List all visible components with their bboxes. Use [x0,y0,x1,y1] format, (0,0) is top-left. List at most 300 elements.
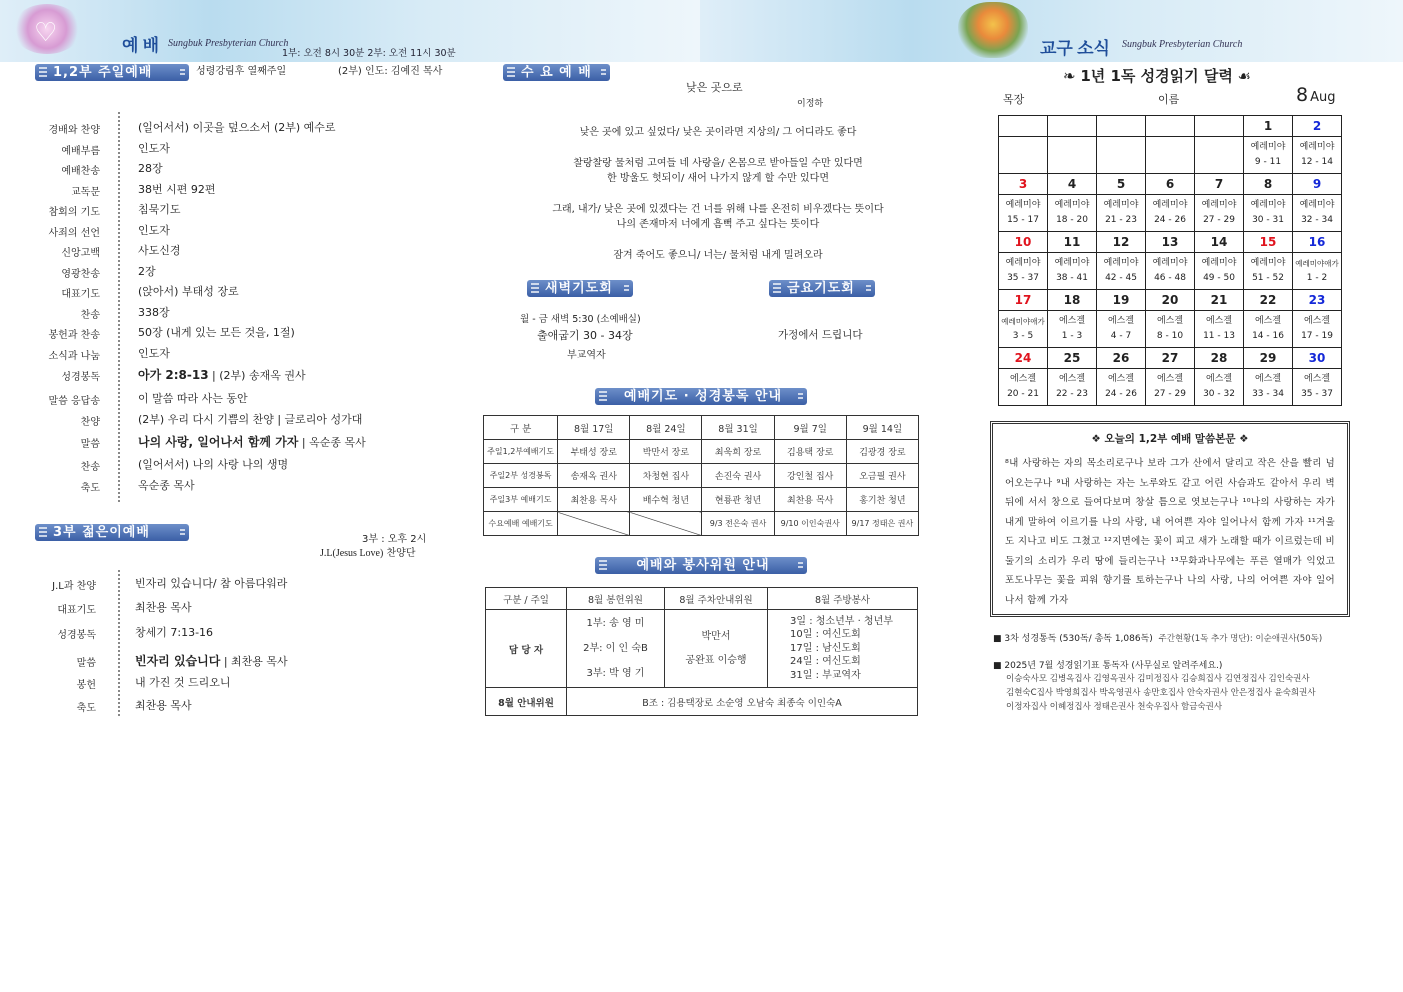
calendar-reading [999,369,1048,406]
reading-book: 에스겔 [1058,374,1086,384]
reading-chapters: 51 - 52 [1252,273,1284,283]
reading-book: 예레미야 [1250,200,1286,210]
name-label: 이름 [1158,93,1180,106]
offering-3: 3부: 박 영 기 [586,668,645,679]
calendar-day: 10 [999,232,1048,253]
dawn-leader: 부교역자 [567,350,606,361]
reading-book: 에스겔 [1156,316,1184,326]
reading-book: 예레미야 [1005,200,1041,210]
reading-chapters: 30 - 32 [1203,389,1235,399]
names-line: 김현숙C집사 박영희집사 박옥영권사 송만호집사 안숙자권사 안은정집사 윤숙희권사 [1006,688,1316,698]
reading-chapters: 21 - 23 [1105,215,1137,225]
youth-value [135,599,192,615]
calendar-reading [1195,311,1244,348]
calendar-reading [999,195,1048,232]
order-value [138,324,295,340]
names-line: 이정자집사 이혜정집사 정태은권사 천숙우집사 함금숙권사 [1006,702,1223,712]
poem-line: 찰랑찰랑 물처럼 고여들 네 사랑을/ 온몸으로 받아들일 수만 있다면 [573,158,863,169]
flower-basket-icon [958,2,1028,58]
order-value [138,283,239,299]
reading-book: 예레미야 [1054,258,1090,268]
order-label: 소식과 나눔 [48,351,100,362]
calendar-day [1048,116,1097,137]
prayer-cell: 9/3 전은숙 권사 [702,512,774,536]
heart-icon: ♡ [12,4,82,54]
order-value [138,304,170,320]
calendar-reading [1146,253,1195,290]
reading-book: 예레미야 [1152,258,1188,268]
order-value-text: (일어서서) 이곳을 덮으소서 (2부) 예수로 [138,121,336,134]
youth-label: 말씀 [76,658,96,669]
calendar-day: 8 [1244,174,1293,195]
calendar-reading [1244,253,1293,290]
order-value-text: (2부) 우리 다시 기쁨의 찬양 | 글로리아 성가대 [138,413,363,426]
order-label: 성경봉독 [61,372,100,383]
order-label: 말씀 [80,439,100,450]
order-value [138,390,248,406]
reading-book: 예레미야 [1103,258,1139,268]
calendar-reading [1048,137,1097,174]
volunteer-header: 구분 / 주일 [486,588,567,610]
order-label: 경배와 찬양 [48,125,100,136]
reading-book: 예레미야 [1054,200,1090,210]
calendar-day: 22 [1244,290,1293,311]
calendar-day: 13 [1146,232,1195,253]
calendar-reading [1244,369,1293,406]
reading-book: 에스겔 [1303,374,1331,384]
calendar-day: 28 [1195,348,1244,369]
calendar-day: 21 [1195,290,1244,311]
youth-value [135,624,213,640]
order-value-text: 인도자 [138,347,170,360]
order-value [138,263,156,279]
prayer-cell: 배수혁 청년 [630,488,702,512]
guide-value: B조 : 김용택장로 소순영 오남숙 최종숙 이인숙A [567,688,918,716]
youth-value-text: 창세기 7:13-16 [135,626,214,639]
calendar-day [1195,116,1244,137]
note-1: ■ 3차 성경통독 (530독/ 총독 1,086독) 주간현황(1독 추가 명단): 이순애권사(50독) [993,634,1323,644]
volunteer-header: 8월 주차안내위원 [665,588,768,610]
reading-chapters: 35 - 37 [1301,389,1333,399]
calendar-title: 1년 1독 성경읽기 달력 [1080,67,1233,85]
reading-book: 에스겔 [1107,374,1135,384]
bible-text-body: ⁸내 사랑하는 자의 목소리로구나 보라 그가 산에서 달리고 작은 산을 빨리 넘어오는구나 ⁹내 사랑하는 자는 노루와도 같고 어린 사슴과도 같아서 우리 벽 뒤에 서서 창으로 들여다보며 창살 틈으로 엿보는구나 ¹⁰나의 사랑하는 자가 내게 말하여 이르기를 나의 사랑, 내 어여쁜 자야 일어나서 함께 가자 ¹¹겨울도 지나고 비도 그쳤고 ¹²지면에는 꽃이 피고 새가 노래할 때가 이르렀는데 비둘기의 소리가 우리 땅에 들리는구나 ¹³무화과나무에는 푸른 열매가 익었고 포도나무는 꽃을 피워 향기를 토하는구나 나의 사랑, 나의 어여쁜 자야 일어나서 함께 가자 [1005,458,1335,606]
right-banner-title: 교구 소식 [1040,39,1110,58]
reading-chapters: 49 - 50 [1203,273,1235,283]
reading-book: 예레미야 [1299,200,1335,210]
order-value-text: 침묵기도 [138,203,181,216]
reading-book: 예레미야 [1201,200,1237,210]
prayer-cell: 박만서 장로 [630,440,702,464]
month-label [1296,84,1335,106]
reading-chapters: 1 - 3 [1061,331,1083,341]
calendar-day: 27 [1146,348,1195,369]
reading-chapters: 18 - 20 [1056,215,1088,225]
youth-label: J.L과 찬양 [52,581,96,592]
calendar-day: 18 [1048,290,1097,311]
reading-chapters: 42 - 45 [1105,273,1137,283]
dotted-divider [118,112,120,502]
order-value [138,160,163,176]
reading-book: 예레미야 [1201,258,1237,268]
note-2-text: 2025년 7월 성경읽기표 통독자 (사무실로 알려주세요.) [1004,661,1223,671]
service-times: 1부: 오전 8시 30분 2부: 오전 11시 30분 [282,48,456,59]
reading-book: 에스겔 [1107,316,1135,326]
order-label: 참회의 기도 [48,207,100,218]
order-value [138,222,170,238]
reading-book: 에스겔 [1156,374,1184,384]
prayer-cell: 최욱희 장로 [702,440,774,464]
calendar-day: 15 [1244,232,1293,253]
order-value [138,433,366,450]
prayer-header: 8월 17일 [558,416,630,440]
calendar-reading [1146,369,1195,406]
order-label: 봉헌과 찬송 [48,330,100,341]
calendar-reading [1048,369,1097,406]
poem-line: 잠겨 죽어도 좋으니/ 너는/ 물처럼 내게 밀려오라 [613,250,823,261]
worship12-heading: 1,2부 주일예배 [35,64,189,81]
reading-chapters: 24 - 26 [1154,215,1186,225]
calendar-day: 25 [1048,348,1097,369]
order-value-text: 인도자 [138,142,170,155]
reading-chapters: 15 - 17 [1007,215,1039,225]
prayer-row [484,464,919,488]
order-label: 찬송 [80,462,100,473]
kitchen-1: 3일 : 청소년부 · 청년부 [790,615,893,627]
kitchen-2: 10일 : 여신도회 [790,629,861,641]
youth-value-text: 내 가진 것 드리오니 [135,676,231,689]
dotted-divider [118,570,120,716]
order-value-bold: 아가 2:8-13 [138,368,209,382]
order-value-text: | (2부) 송재옥 권사 [212,369,306,382]
names-line: 이승숙사모 김병옥집사 김영옥권사 김미정집사 김승희집사 김연정집사 김인숙권사 [1006,674,1310,684]
poem-title: 낮은 곳으로 [686,81,743,94]
offering-cell [567,610,665,688]
volunteer-header: 8월 주방봉사 [768,588,918,610]
calendar-reading [1146,195,1195,232]
dawn-schedule: 월 - 금 새벽 5:30 (소예배실) [520,314,641,325]
calendar-reading [1195,369,1244,406]
youth-value-text: 최찬용 목사 [135,699,192,712]
order-value-text: (일어서서) 나의 사랑 나의 생명 [138,458,289,471]
youth-label: 축도 [76,703,96,714]
calendar-reading [1293,369,1342,406]
order-value-text: (앉아서) 부태성 장로 [138,285,239,298]
calendar-reading [999,311,1048,348]
calendar-title-wrap [1063,65,1251,86]
prayer-cell: 손진숙 권사 [702,464,774,488]
reading-book: 예레미야 [1103,200,1139,210]
right-banner [700,0,1403,62]
reading-chapters: 46 - 48 [1154,273,1186,283]
poem-line: 그래, 내가/ 낮은 곳에 있겠다는 건 너를 위해 나를 온전히 비우겠다는 뜻이다 [552,204,884,215]
calendar-reading [1244,311,1293,348]
reading-chapters: 27 - 29 [1154,389,1186,399]
order-value [138,181,216,197]
order-label: 대표기도 [61,289,100,300]
order-value-bold: 나의 사랑, 일어나서 함께 가자 [138,435,299,449]
calendar-reading [999,137,1048,174]
youth-value-text: 빈자리 있습니다/ 참 아름다워라 [135,577,288,590]
kitchen-4: 24일 : 여신도회 [790,656,861,668]
calendar-day: 4 [1048,174,1097,195]
calendar-day: 30 [1293,348,1342,369]
calendar-reading [1097,253,1146,290]
youth-value-text: | 최찬용 목사 [223,655,288,668]
order-label: 신앙고백 [61,248,100,259]
order-label: 축도 [80,483,100,494]
offering-2: 2부: 이 인 숙B [583,643,648,654]
calendar-reading [1293,311,1342,348]
order-label: 찬송 [80,310,100,321]
left-banner [0,0,700,62]
prayer-table [483,415,919,536]
bible-text-title: ❖ 오늘의 1,2부 예배 말씀본문 ❖ [1091,433,1249,445]
reading-chapters: 35 - 37 [1007,273,1039,283]
calendar-reading [1195,253,1244,290]
calendar-day: 17 [999,290,1048,311]
calendar-reading [1048,253,1097,290]
reading-book: 에스겔 [1009,374,1037,384]
youth-value-bold: 빈자리 있습니다 [135,654,221,668]
dawn-text: 출애굽기 30 - 34장 [537,329,633,342]
kitchen-5: 31일 : 부교역자 [790,669,861,681]
calendar-reading [1097,369,1146,406]
prayer-cell: 최찬용 목사 [774,488,846,512]
prayer-cell: 부태성 장로 [558,440,630,464]
youth-value-text: 최찬용 목사 [135,601,192,614]
order-value [138,345,170,361]
reading-book: 예레미야애가 [1295,259,1339,268]
reading-book: 에스겔 [1254,374,1282,384]
calendar-day: 7 [1195,174,1244,195]
calendar-reading [1244,195,1293,232]
parking-cell [665,610,768,688]
offering-1: 1부: 송 영 미 [586,618,645,629]
order-label: 영광찬송 [61,269,100,280]
order-value [138,366,306,383]
calendar-day: 1 [1244,116,1293,137]
guide-label: 8월 안내위원 [486,688,567,716]
order-value-text: 338장 [138,306,170,319]
order-label: 예배부름 [61,146,100,157]
calendar-reading [999,253,1048,290]
calendar-day: 16 [1293,232,1342,253]
youth-value [135,697,192,713]
reading-chapters: 1 - 2 [1306,273,1328,283]
order-label: 말씀 응답송 [48,396,100,407]
prayer-cell: 오금필 권사 [846,464,918,488]
poem-author: 이정하 [797,99,824,109]
reading-chapters: 32 - 34 [1301,215,1333,225]
volunteer-header: 8월 봉헌위원 [567,588,665,610]
note-1-sub: 주간현황(1독 추가 명단): 이순애권사(50독) [1158,634,1323,644]
order-label: 사죄의 선언 [48,228,100,239]
youth-label: 성경봉독 [57,630,96,641]
prayer-cell: 9/17 정태은 권사 [846,512,918,536]
reading-book: 에스겔 [1205,374,1233,384]
youth-label: 봉헌 [76,680,96,691]
reading-chapters: 14 - 16 [1252,331,1284,341]
poem-line: 나의 존재마저 너에게 흠뻑 주고 싶다는 뜻이다 [616,219,820,230]
youth-heading: 3부 젊은이예배 [35,524,189,541]
prayer-cell [558,512,630,536]
reading-chapters: 9 - 11 [1254,157,1282,167]
calendar-reading [1048,311,1097,348]
reading-book: 예레미야 [1005,258,1041,268]
reading-chapters: 20 - 21 [1007,389,1039,399]
youth-label: 대표기도 [57,605,96,616]
order-value-text: 사도신경 [138,244,181,257]
reading-chapters: 11 - 13 [1203,331,1235,341]
kitchen-cell [768,610,918,688]
calendar-reading [1048,195,1097,232]
reading-calendar [998,115,1342,406]
prayer-cell: 강인철 집사 [774,464,846,488]
note-2-names [1006,672,1316,714]
order-value [138,119,336,135]
calendar-day: 6 [1146,174,1195,195]
reading-book: 에스겔 [1058,316,1086,326]
reading-book: 예레미야애가 [1001,317,1045,326]
flourish-left-icon: ❧ [1063,67,1081,85]
reading-chapters: 33 - 34 [1252,389,1284,399]
prayer-cell: 9/10 이인숙권사 [774,512,846,536]
reading-book: 예레미야 [1250,142,1286,152]
calendar-reading [1146,137,1195,174]
flourish-right-icon: ☙ [1232,67,1252,85]
reading-chapters: 3 - 5 [1012,331,1034,341]
reading-book: 에스겔 [1205,316,1233,326]
reading-chapters: 17 - 19 [1301,331,1333,341]
calendar-day: 23 [1293,290,1342,311]
youth-value [135,652,288,669]
worship12-occasion: 성령강림후 열째주일 [196,66,287,77]
calendar-reading [1097,137,1146,174]
prayer-row [484,512,919,536]
dawn-heading: 새벽기도회 [527,280,633,297]
order-value-text: 28장 [138,162,163,175]
calendar-day: 19 [1097,290,1146,311]
youth-time: 3부 : 오후 2시 [362,534,427,545]
calendar-reading [1195,137,1244,174]
parking-1: 박만서 [701,630,731,642]
reading-book: 예레미야 [1152,200,1188,210]
prayer-cell: 현룡관 청년 [702,488,774,512]
prayer-cell: 김광경 장로 [846,440,918,464]
order-value-text: 38번 시편 92편 [138,183,216,196]
calendar-day: 3 [999,174,1048,195]
order-label: 예배찬송 [61,166,100,177]
right-banner-subtitle: Sungbuk Presbyterian Church [1122,39,1243,50]
prayer-cell [630,512,702,536]
order-label: 교독문 [71,187,100,198]
reading-book: 예레미야 [1250,258,1286,268]
month-english: Aug [1310,90,1336,105]
order-value-text: 인도자 [138,224,170,237]
order-value-text: 50장 (내게 있는 모든 것을, 1절) [138,326,295,339]
order-value-text: 이 말씀 따라 사는 동안 [138,392,248,405]
prayer-cell: 차청현 집사 [630,464,702,488]
reading-chapters: 22 - 23 [1056,389,1088,399]
kitchen-3: 17일 : 남신도회 [790,642,861,654]
order-value [138,456,288,472]
prayer-table-heading: 예배기도 · 성경봉독 안내 [595,388,807,405]
reading-chapters: 24 - 26 [1105,389,1137,399]
calendar-reading [1097,195,1146,232]
reading-chapters: 4 - 7 [1110,331,1132,341]
calendar-day: 12 [1097,232,1146,253]
reading-chapters: 30 - 31 [1252,215,1284,225]
order-value [138,411,362,427]
prayer-header: 구 분 [484,416,558,440]
reading-book: 예레미야 [1299,142,1335,152]
calendar-reading [1293,253,1342,290]
bible-text-box [990,421,1350,617]
calendar-day [1146,116,1195,137]
prayer-cell: 김용택 장로 [774,440,846,464]
calendar-reading [1195,195,1244,232]
calendar-day: 14 [1195,232,1244,253]
calendar-day: 26 [1097,348,1146,369]
order-value [138,140,170,156]
poem-line: 한 방울도 헛되이/ 새어 나가지 않게 할 수만 있다면 [607,173,829,184]
worship12-prayer-note: (2부) 인도: 김예진 목사 [338,66,443,77]
month-number: 8 [1296,84,1309,106]
reading-book: 에스겔 [1254,316,1282,326]
prayer-cell: 홍기찬 청년 [846,488,918,512]
youth-choir: J.L(Jesus Love) 찬양단 [320,548,416,559]
prayer-row [484,440,919,464]
prayer-row [484,488,919,512]
wednesday-heading: 수 요 예 배 [503,64,610,81]
reading-book: 에스겔 [1303,316,1331,326]
order-value-text: 옥순종 목사 [138,479,195,492]
prayer-row-label: 주일1,2부예배기도 [484,440,558,464]
calendar-reading [1293,137,1342,174]
prayer-header: 8월 24일 [630,416,702,440]
calendar-day: 24 [999,348,1048,369]
left-banner-title: 예 배 [122,36,160,55]
order-value [138,477,195,493]
prayer-cell: 송재옥 권사 [558,464,630,488]
prayer-cell: 최찬용 목사 [558,488,630,512]
calendar-reading [1097,311,1146,348]
note-2: ■ 2025년 7월 성경읽기표 통독자 (사무실로 알려주세요.) [993,661,1223,671]
order-value [138,242,181,258]
prayer-header: 8월 31일 [702,416,774,440]
order-label: 찬양 [80,417,100,428]
calendar-day: 5 [1097,174,1146,195]
calendar-day: 29 [1244,348,1293,369]
calendar-reading [1293,195,1342,232]
youth-value [135,674,231,690]
volunteer-heading: 예배와 봉사위원 안내 [595,557,807,574]
reading-chapters: 8 - 10 [1156,331,1184,341]
calendar-day: 9 [1293,174,1342,195]
calendar-reading [1146,311,1195,348]
friday-text: 가정에서 드립니다 [778,329,863,341]
prayer-row-label: 주일3부 예배기도 [484,488,558,512]
prayer-row-label: 주일2부 성경봉독 [484,464,558,488]
calendar-day [999,116,1048,137]
parking-2: 공완표 이승행 [685,654,747,666]
prayer-header: 9월 14일 [846,416,918,440]
calendar-day: 20 [1146,290,1195,311]
note-1-text: 3차 성경통독 (530독/ 총독 1,086독) [1004,634,1153,644]
prayer-header: 9월 7일 [774,416,846,440]
reading-chapters: 38 - 41 [1056,273,1088,283]
